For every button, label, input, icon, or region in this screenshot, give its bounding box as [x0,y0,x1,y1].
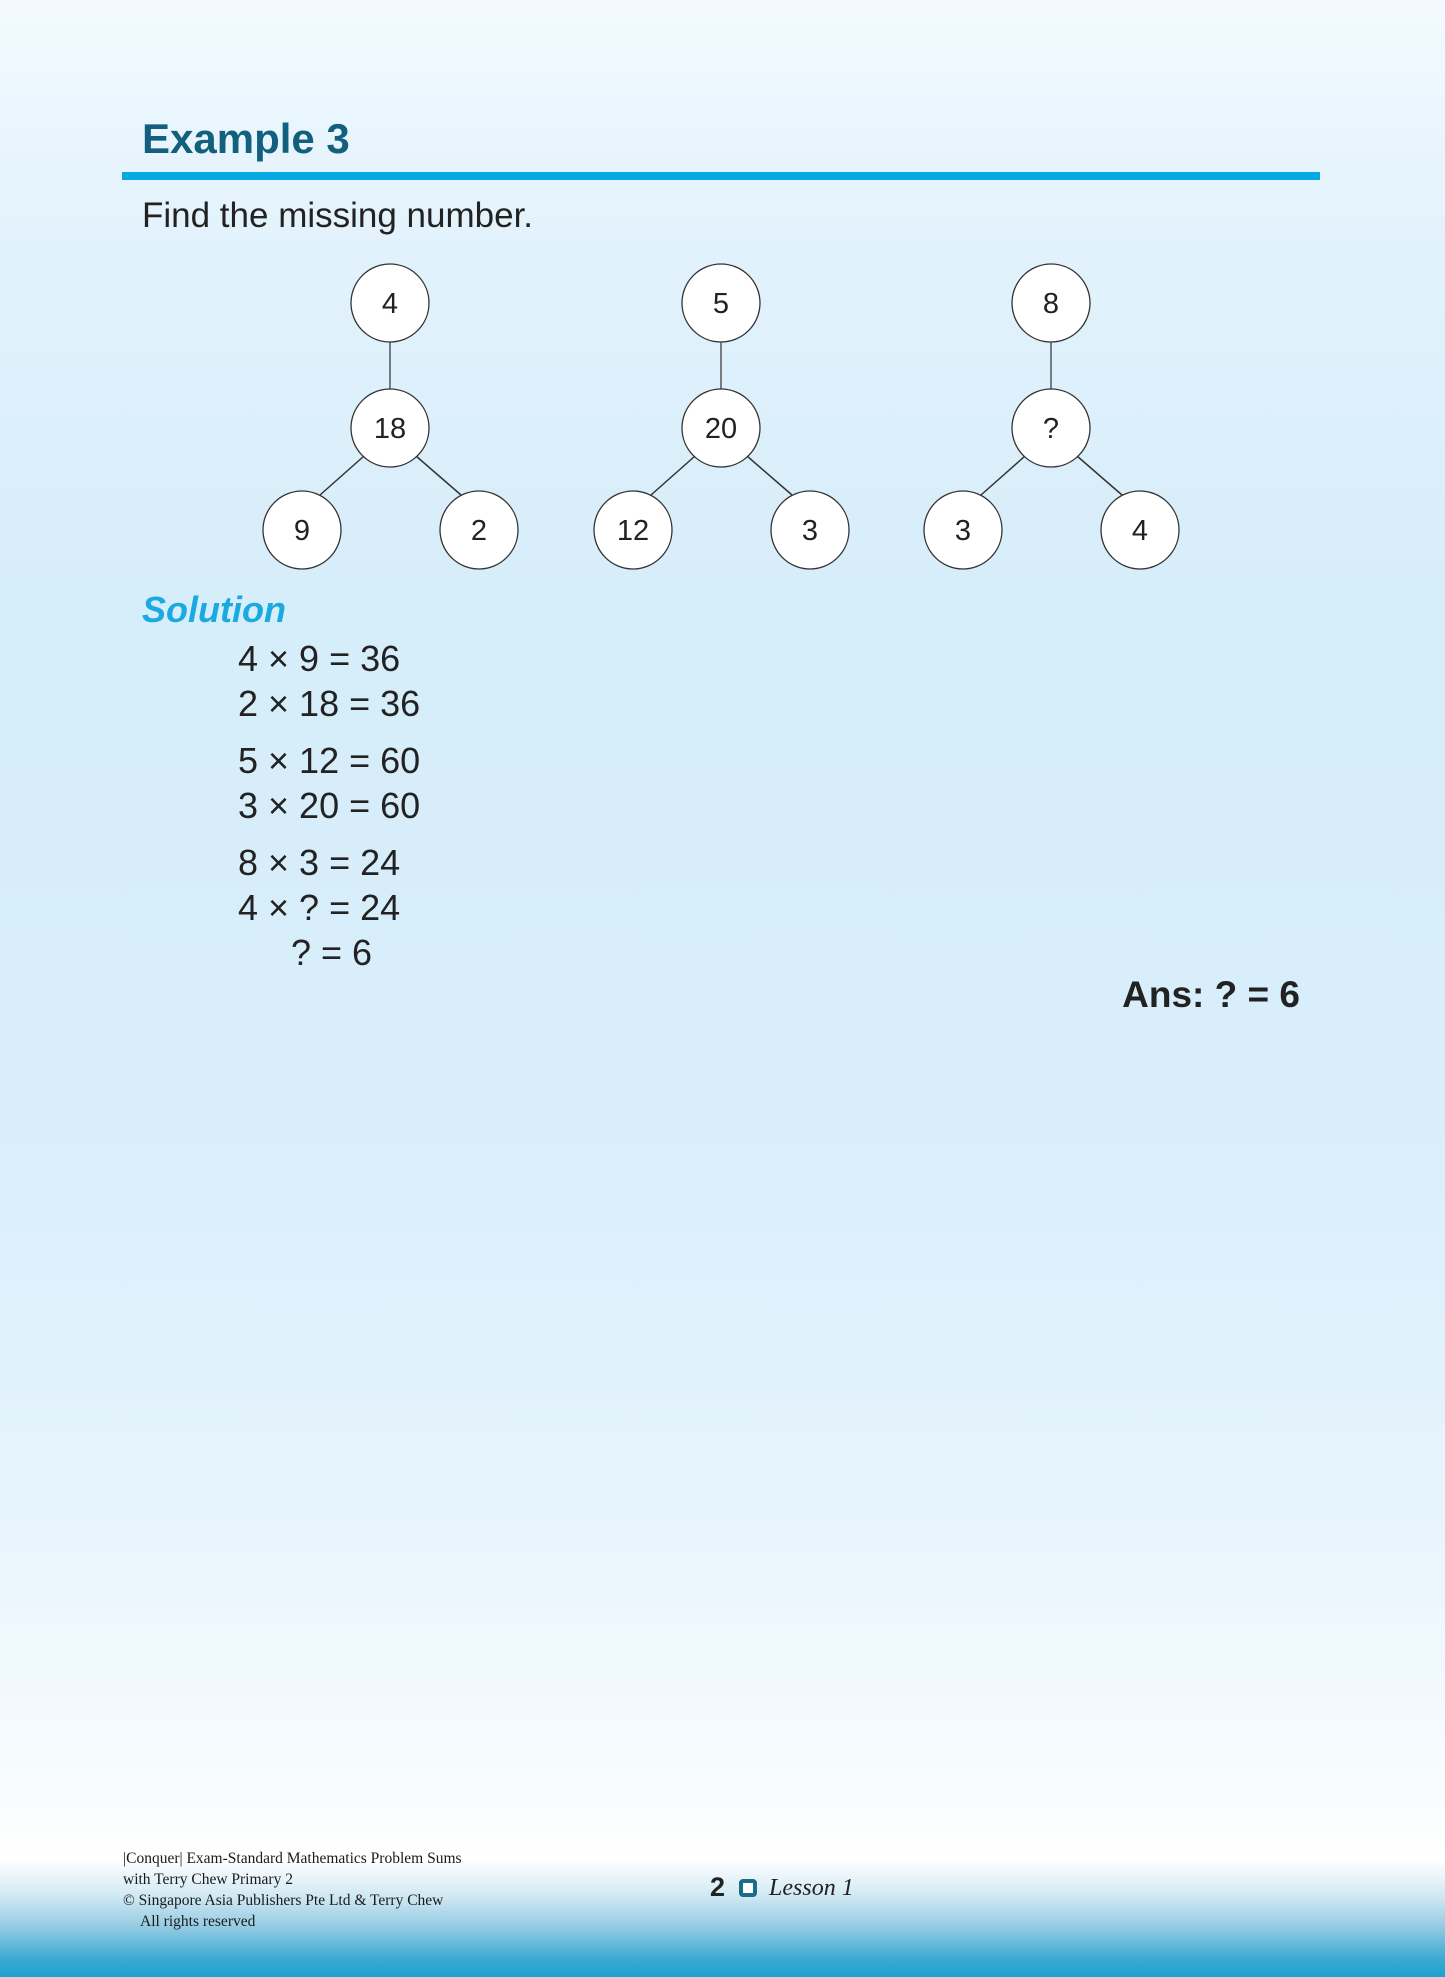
square-bullet-icon [739,1879,757,1897]
solution-step: 3 × 20 = 60 [238,785,421,826]
middle-value: 18 [373,413,407,445]
solution-step: ? = 6 [291,932,373,973]
solution-step: 4 × ? = 24 [238,887,401,928]
left-value: 12 [616,515,650,547]
solution-steps [238,636,420,975]
top-value: 5 [712,288,730,320]
top-value: 8 [1042,288,1060,320]
solution-heading: Solution [142,589,286,630]
question-text: Find the missing number. [142,196,534,235]
answer-text: Ans: ? = 6 [1122,974,1300,1015]
credit-line: |Conquer| Exam-Standard Mathematics Problem Sums [123,1850,462,1867]
page-number: 2 [710,1872,726,1902]
footer-credit [123,1848,462,1932]
right-value: 3 [801,515,819,547]
left-value: 9 [293,515,311,547]
number-tree-2 [594,264,849,569]
middle-value: 20 [704,413,738,445]
number-tree-1 [263,264,518,569]
lesson-label: Lesson 1 [769,1874,854,1901]
page-footer-nav [710,1874,854,1901]
solution-step: 2 × 18 = 36 [238,683,421,724]
credit-line: All rights reserved [140,1913,256,1930]
solution-step: 8 × 3 = 24 [238,842,401,883]
example-heading: Example 3 [142,115,350,162]
credit-line: © Singapore Asia Publishers Pte Ltd & Terry Chew [123,1892,444,1909]
number-tree-3 [924,264,1179,569]
right-value: 4 [1131,515,1149,547]
number-tree-diagrams [0,0,1445,620]
credit-line: with Terry Chew Primary 2 [123,1871,293,1888]
solution-step: 5 × 12 = 60 [238,740,421,781]
left-value: 3 [954,515,972,547]
right-value: 2 [470,515,488,547]
missing-value: ? [1042,413,1060,445]
solution-step: 4 × 9 = 36 [238,638,401,679]
top-value: 4 [381,288,399,320]
